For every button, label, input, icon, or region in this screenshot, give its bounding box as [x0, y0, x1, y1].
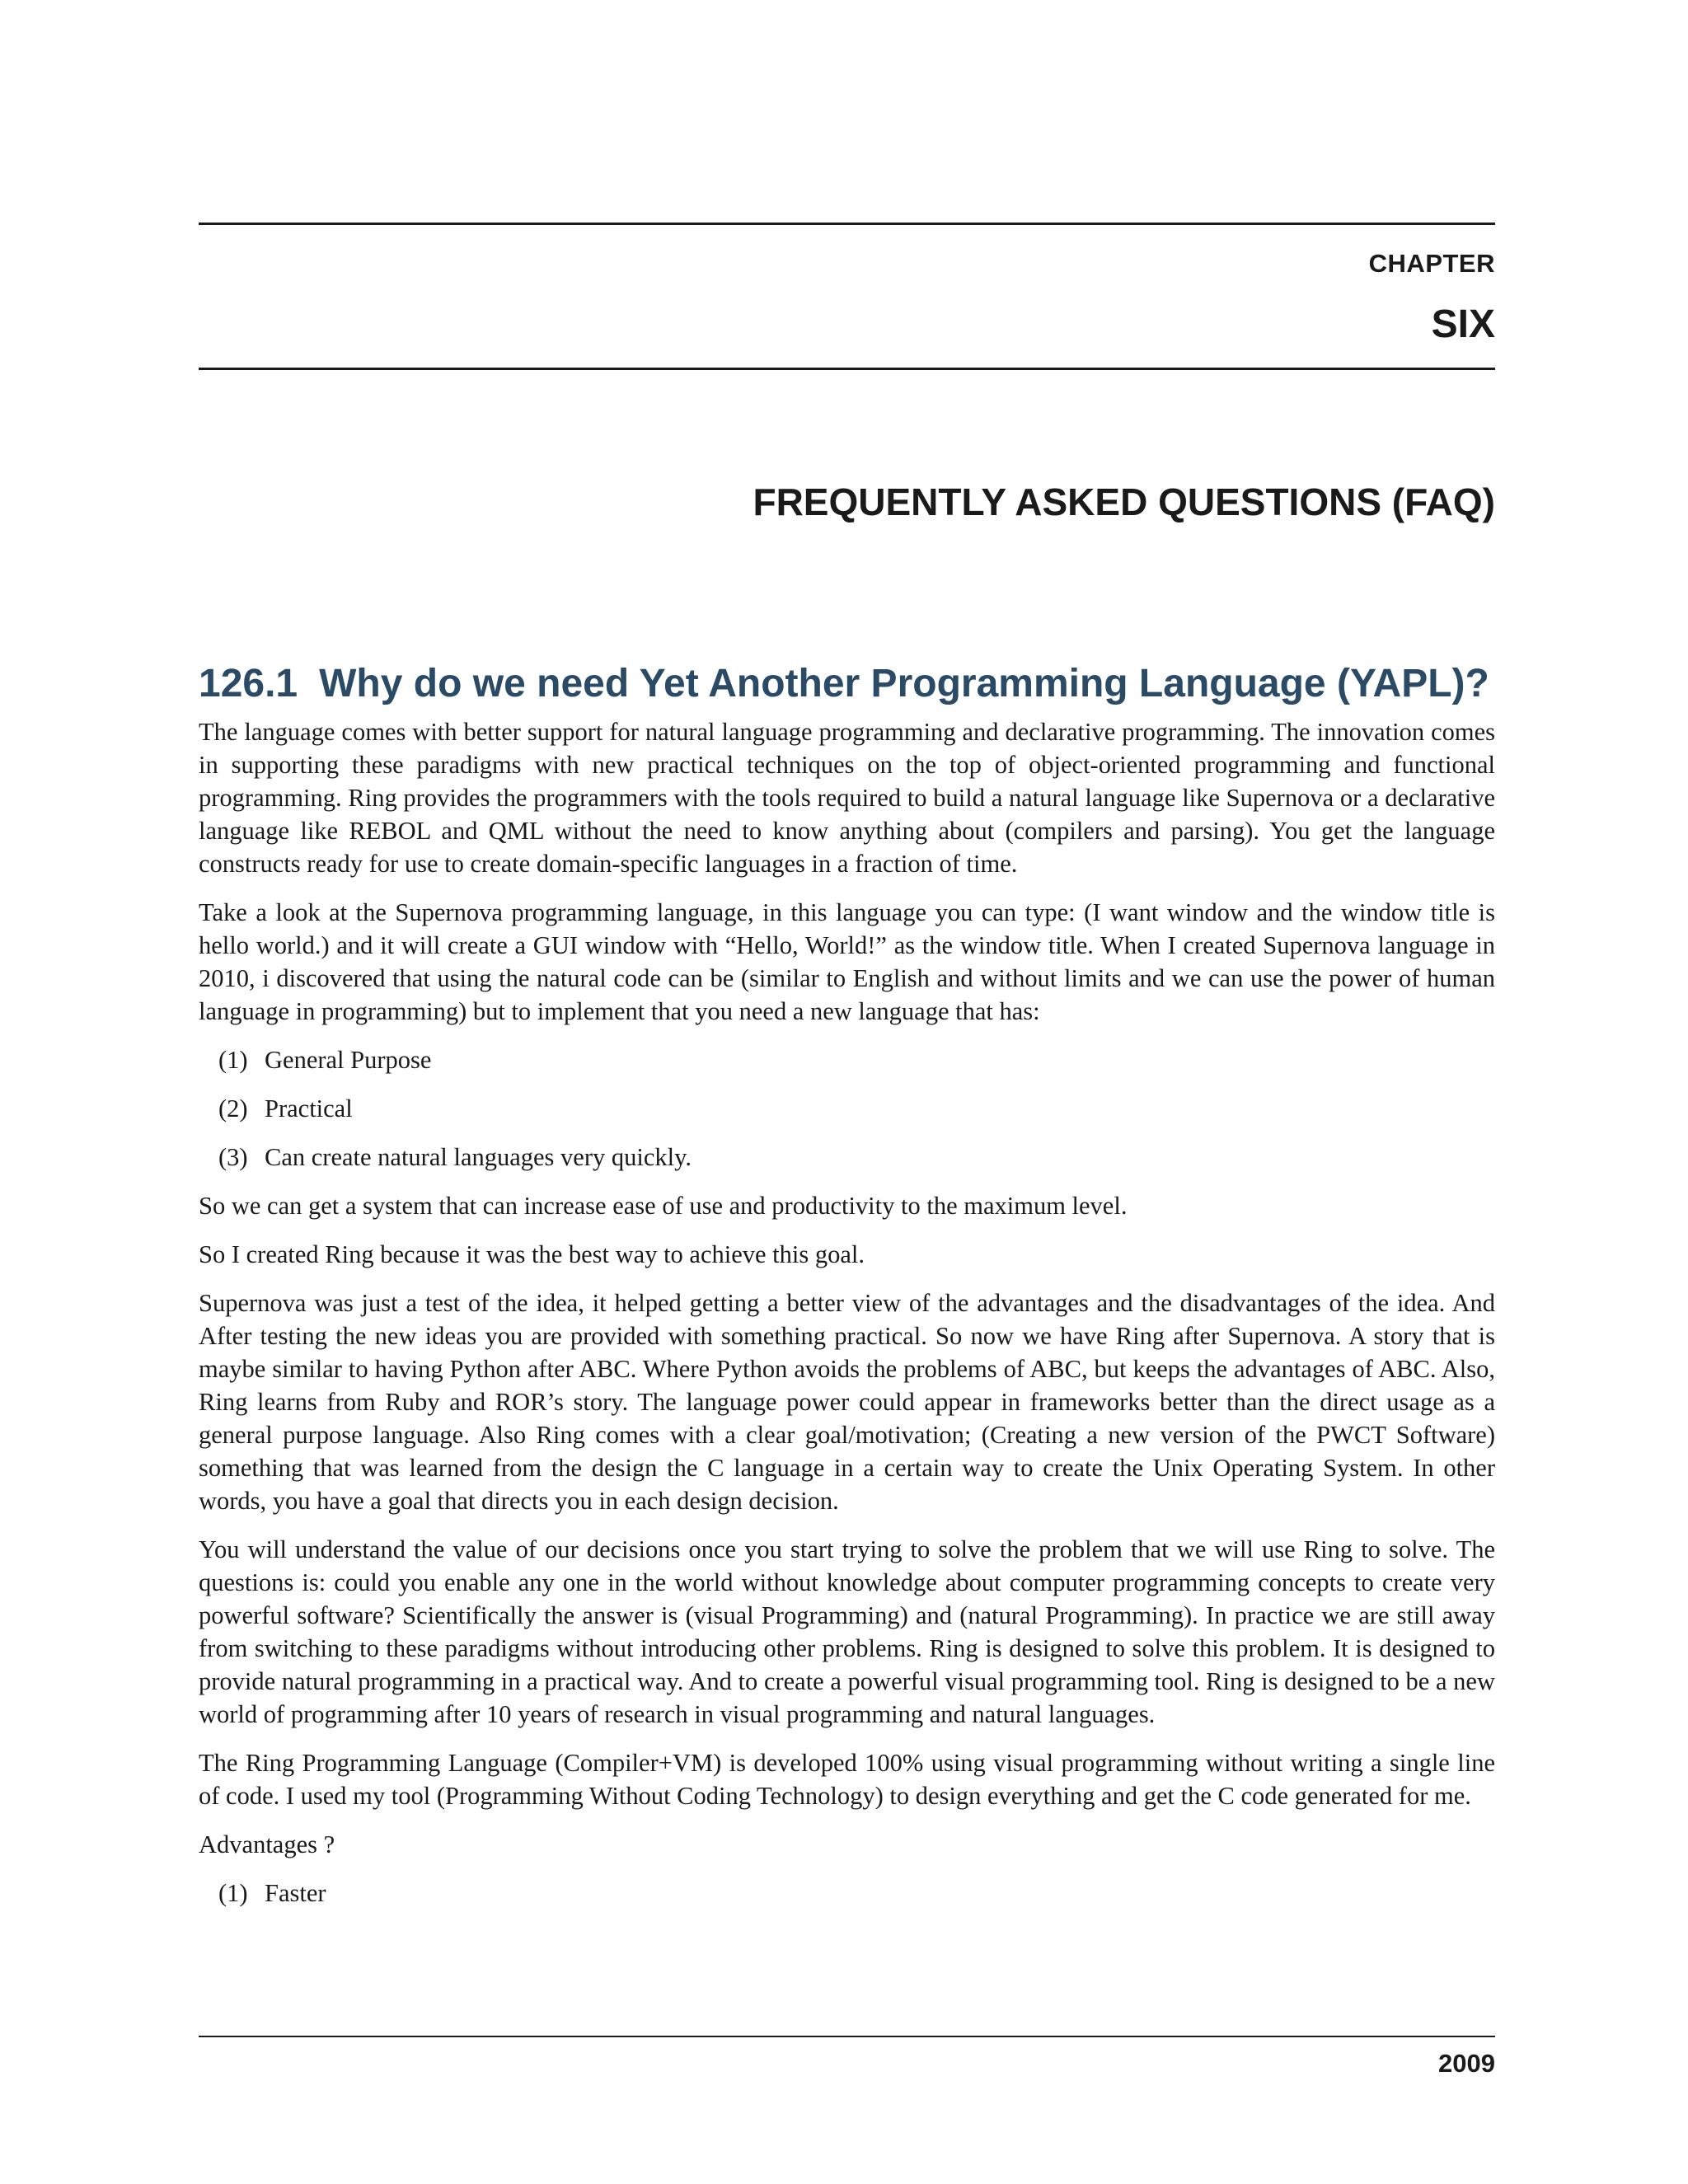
- paragraph: So I created Ring because it was the best way to achieve this goal.: [199, 1240, 865, 1268]
- list-item: [218, 1877, 1495, 1910]
- section-number: 126.1: [199, 661, 298, 705]
- paragraph: The Ring Programming Language (Compiler+VM) is developed 100% using visual programming without writing a single line of code. I used my tool (Programming Without Coding Technology) to design everything and get the C code generated for me.: [199, 1749, 1495, 1810]
- section-heading: [199, 661, 1489, 706]
- chapter-number: SIX: [1431, 302, 1495, 346]
- list-item: [218, 1043, 1495, 1076]
- paragraph: You will understand the value of our decisions once you start trying to solve the problem that we will use Ring to solve. The questions is: could you enable any one in the world without knowledge about computer programming concepts to create very powerful software? Scientifically the answer is (visual Programming) and (natural Programming). In practice we are still away from switching to these paradigms without introducing other problems. Ring is designed to solve this problem. It is designed to provide natural programming in a practical way. And to create a powerful visual programming tool. Ring is designed to be a new world of programming after 10 years of research in visual programming and natural languages.: [199, 1535, 1495, 1728]
- document-page: [199, 0, 1495, 2184]
- list-marker: (1): [218, 1879, 248, 1907]
- paragraph: Advantages ?: [199, 1830, 335, 1858]
- paragraph: The language comes with better support for natural language programming and declarative programming. The innovation comes in supporting these paradigms with new practical techniques on the top of object-oriented programming and functional programming. Ring provides the programmers with the tools required to build a natural language like Supernova or a declarative language like REBOL and QML without the need to know anything about (compilers and parsing). You get the language constructs ready for use to create domain-specific languages in a fraction of time.: [199, 718, 1495, 878]
- paragraph: Take a look at the Supernova programming language, in this language you can type: (I want window and the window title is hello world.) and it will create a GUI window with “Hello, World!” as the window title. When I created Supernova language in 2010, i discovered that using the natural code can be (similar to English and without limits and we can use the power of human language in programming) but to implement that you need a new language that has:: [199, 898, 1495, 1025]
- section-title-text: Why do we need Yet Another Programming Language (YAPL)?: [319, 661, 1489, 705]
- footer-rule: [199, 2036, 1495, 2037]
- paragraph: So we can get a system that can increase ease of use and productivity to the maximum level.: [199, 1192, 1128, 1220]
- list-item: [218, 1141, 1495, 1174]
- list-item-text: General Purpose: [265, 1046, 432, 1074]
- chapter-title: FREQUENTLY ASKED QUESTIONS (FAQ): [753, 480, 1495, 523]
- requirements-list: [199, 1043, 1495, 1174]
- page-number: 2009: [1438, 2049, 1495, 2078]
- chapter-label: CHAPTER: [1368, 249, 1495, 278]
- advantages-list: [199, 1877, 1495, 1910]
- list-marker: (3): [218, 1143, 248, 1171]
- list-item-text: Practical: [265, 1094, 353, 1122]
- list-marker: (1): [218, 1046, 248, 1074]
- list-item: [218, 1092, 1495, 1125]
- list-item-text: Can create natural languages very quickly.: [265, 1143, 692, 1171]
- paragraph: Supernova was just a test of the idea, it helped getting a better view of the advantages and the disadvantages of the idea. And After testing the new ideas you are provided with something practical. So now we have Ring after Supernova. A story that is maybe similar to having Python after ABC. Where Python avoids the problems of ABC, but keeps the advantages of ABC. Also, Ring learns from Ruby and ROR’s story. The language power could appear in frameworks better than the direct usage as a general purpose language. Also Ring comes with a clear goal/motivation; (Creating a new version of the PWCT Software) something that was learned from the design the C language in a certain way to create the Unix Operating System. In other words, you have a goal that directs you in each design decision.: [199, 1289, 1495, 1515]
- chapter-top-rule: [199, 223, 1495, 225]
- list-marker: (2): [218, 1094, 248, 1122]
- body-text: [199, 715, 1495, 1925]
- list-item-text: Faster: [265, 1879, 326, 1907]
- chapter-bottom-rule: [199, 368, 1495, 370]
